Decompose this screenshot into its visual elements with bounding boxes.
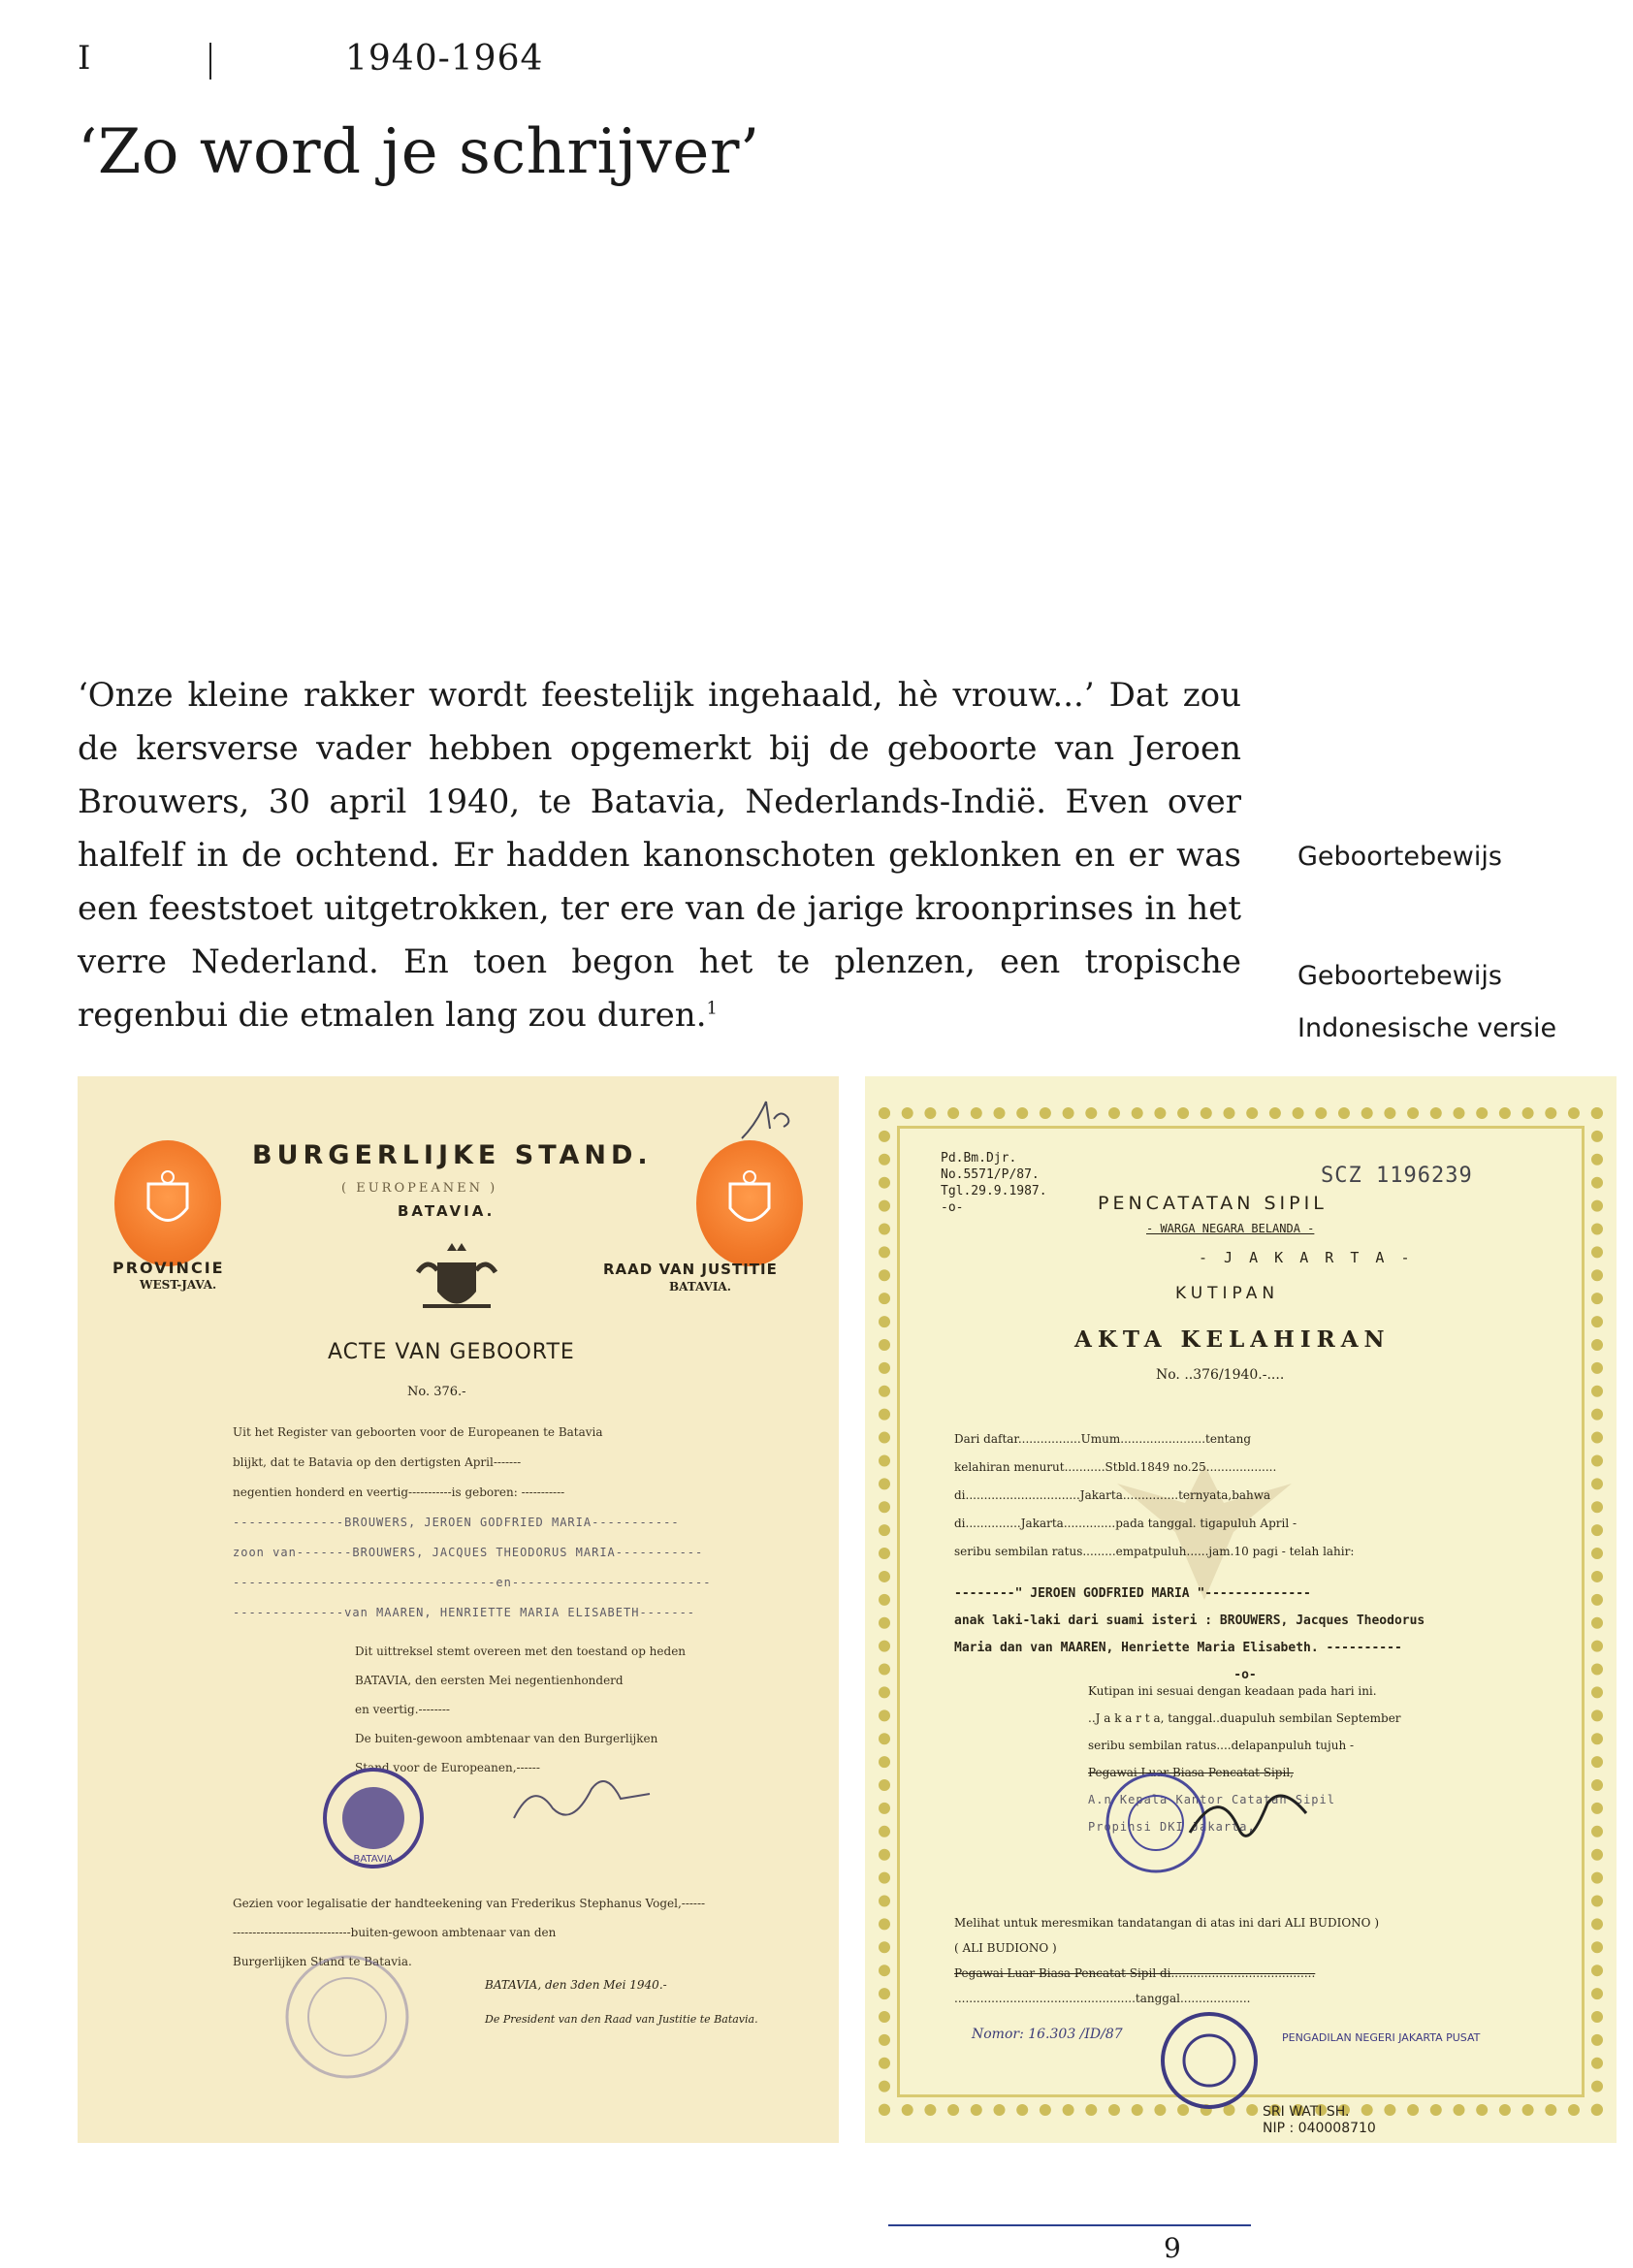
child-and-parents xyxy=(954,1581,1536,1689)
reference-line: -o- xyxy=(941,1200,964,1215)
declaration-line: A.n Kepala Kantor Catatan Sipil xyxy=(1088,1793,1335,1806)
validation-line: .................................................tanggal................... xyxy=(954,1992,1251,2005)
certificate-line: kelahiran menurut...........Stbld.1849 no.25................... xyxy=(954,1460,1277,1474)
reference-line: Tgl.29.9.1987. xyxy=(941,1184,1047,1198)
declaration-line: Kutipan ini sesuai dengan keadaan pada hari ini. xyxy=(1088,1684,1377,1698)
certificate-line: di...............Jakarta..............pada tanggal. tigapuluh April - xyxy=(954,1517,1297,1530)
kutipan-label: KUTIPAN xyxy=(1175,1284,1280,1303)
certificate-body xyxy=(954,1425,1536,1566)
certificate-place: BATAVIA. xyxy=(398,1202,496,1220)
caption-line: Indonesische versie xyxy=(1297,1013,1557,1043)
name-line: -o- xyxy=(1233,1668,1257,1682)
name-line: anak laki-laki dari suami isteri : BROUWERS, Jacques Theodorus xyxy=(954,1613,1425,1628)
court-label: RAAD VAN JUSTITIE xyxy=(603,1261,778,1278)
act-title: ACTE VAN GEBOORTE xyxy=(328,1340,575,1364)
legal-line: ------------------------------buiten-gewoon ambtenaar van den xyxy=(233,1926,557,1939)
header-divider xyxy=(209,43,211,80)
akta-title: AKTA KELAHIRAN xyxy=(1074,1326,1391,1353)
signer-block xyxy=(1263,2104,1376,2137)
declaration-line: seribu sembilan ratus....delapanpuluh tujuh - xyxy=(1088,1739,1355,1752)
seal-text: BATAVIA xyxy=(353,1854,394,1865)
validation-line: ( ALI BUDIONO ) xyxy=(954,1941,1057,1955)
reference-line: No.5571/P/87. xyxy=(941,1167,1040,1182)
validation-block xyxy=(954,1910,1536,2011)
indonesian-birth-certificate-image xyxy=(865,1076,1617,2143)
declaration-line: Propinsi DKI Jakarta, xyxy=(1088,1820,1256,1834)
act-number: No. 376.- xyxy=(407,1385,466,1399)
signer-name: SRI WATI SH. xyxy=(1263,2104,1350,2120)
serial-number: SCZ 1196239 xyxy=(1321,1164,1473,1188)
certificate-title: PENCATATAN SIPIL xyxy=(1098,1193,1328,1214)
declaration-line: Pegawai Luar Biasa Pencatat Sipil, xyxy=(1088,1766,1294,1779)
court-sublabel: BATAVIA. xyxy=(669,1280,731,1294)
certificate-line: Dari daftar.................Umum.......................tentang xyxy=(954,1432,1252,1446)
body-paragraph xyxy=(78,669,1241,1042)
name-line: Maria dan van MAAREN, Henriette Maria Elisabeth. ---------- xyxy=(954,1641,1402,1655)
certificate-line: Uit het Register van geboorten voor de Europeanen te Batavia xyxy=(233,1425,603,1439)
handwritten-number: Nomor: 16.303 /ID/87 xyxy=(972,2027,1123,2042)
footer-rule xyxy=(888,2224,1251,2226)
certificate-line: --------------BROUWERS, JEROEN GODFRIED MARIA----------- xyxy=(233,1516,680,1529)
president-line: De President van den Raad van Justitie te Batavia. xyxy=(485,2013,758,2026)
chapter-years: 1940-1964 xyxy=(345,39,544,79)
certificate-city: - J A K A R T A - xyxy=(1199,1249,1414,1266)
extract-line: De buiten-gewoon ambtenaar van den Burgerlijken xyxy=(355,1732,658,1745)
orange-tax-stamp-right xyxy=(696,1140,803,1266)
running-header xyxy=(78,39,756,87)
signer-nip: NIP : 040008710 xyxy=(1263,2121,1376,2136)
certificate-line: seribu sembilan ratus.........empatpuluh......jam.10 pagi - telah lahir: xyxy=(954,1545,1355,1558)
certificate-line: blijkt, dat te Batavia op den dertigsten April------- xyxy=(233,1455,522,1469)
certificate-body xyxy=(233,1418,815,1628)
caption-birth-certificate: Geboortebewijs xyxy=(1297,842,1502,872)
legalisation-date: BATAVIA, den 3den Mei 1940.- xyxy=(485,1978,667,1992)
province-sublabel: WEST-JAVA. xyxy=(140,1278,217,1292)
certificate-line: --------------van MAAREN, HENRIETTE MARIA ELISABETH------- xyxy=(233,1606,696,1619)
court-name: PENGADILAN NEGERI JAKARTA PUSAT xyxy=(1282,2031,1481,2044)
validation-line: Melihat untuk meresmikan tandatangan di atas ini dari ALI BUDIONO ) xyxy=(954,1916,1379,1930)
certificate-line: di...............................Jakarta...............ternyata,bahwa xyxy=(954,1488,1271,1502)
province-label: PROVINCIE xyxy=(112,1259,225,1277)
certificate-line: ---------------------------------en------------------------- xyxy=(233,1576,712,1589)
footnote-ref[interactable]: 1 xyxy=(706,998,718,1019)
reference-block xyxy=(941,1150,1047,1216)
certificate-subtitle: - WARGA NEGARA BELANDA - xyxy=(1146,1222,1315,1235)
extract-line: Stand voor de Europeanen,------ xyxy=(355,1761,540,1774)
validation-line: Pegawai Luar Biasa Pencatat Sipil di....................................... xyxy=(954,1966,1316,1980)
certificate-subtitle: ( EUROPEANEN ) xyxy=(341,1181,498,1196)
chapter-title: ‘Zo word je schrijver’ xyxy=(78,116,760,188)
reference-line: Pd.Bm.Djr. xyxy=(941,1151,1017,1166)
chapter-number: I xyxy=(78,39,91,78)
caption-line: Geboortebewijs xyxy=(1297,961,1502,991)
extract-line: en veertig.-------- xyxy=(355,1703,450,1716)
declaration-line: ..J a k a r t a, tanggal..duapuluh sembilan September xyxy=(1088,1711,1401,1725)
legal-line: Burgerlijken Stand te Batavia. xyxy=(233,1955,412,1968)
caption-indonesian-version xyxy=(1297,950,1556,1055)
dutch-birth-certificate-image xyxy=(78,1076,839,2143)
certificate-line: negentien honderd en veertig-----------is geboren: ----------- xyxy=(233,1485,565,1499)
name-line: --------" JEROEN GODFRIED MARIA "-------------- xyxy=(954,1586,1311,1601)
certificate-title: BURGERLIJKE STAND. xyxy=(252,1140,653,1170)
faint-court-seal xyxy=(279,1949,415,2089)
certificate-line: zoon van-------BROUWERS, JACQUES THEODORUS MARIA----------- xyxy=(233,1546,704,1559)
purple-seal-stamp xyxy=(320,1765,427,1875)
civil-registry-seal xyxy=(1103,1765,1316,1885)
extract-line: BATAVIA, den eersten Mei negentienhonderd xyxy=(355,1674,624,1687)
page-number: 9 xyxy=(1164,2232,1181,2264)
legal-line: Gezien voor legalisatie der handteekening van Frederikus Stephanus Vogel,------ xyxy=(233,1897,706,1910)
handwritten-signature xyxy=(504,1760,659,1841)
akta-number: No. ..376/1940.-.... xyxy=(1156,1367,1285,1383)
body-text: ‘Onze kleine rakker wordt feestelijk ingehaald, hè vrouw...’ Dat zou de kersverse vader hebben opgemerkt bij de geboorte van Jeroen Brouwers, 30 april 1940, te Batavia, Nederlands-Indië. Even over halfelf in de ochtend. Er hadden kanonschoten geklonken en er was een feeststoet uitgetrokken, ter ere van de jarige kroonprinses in het verre Nederland. En toen begon het te plenzen, een tropische regenbui die etmalen lang zou duren. xyxy=(78,676,1241,1035)
orange-tax-stamp-left xyxy=(114,1140,221,1266)
coat-of-arms-icon xyxy=(403,1243,510,1325)
extract-line: Dit uittreksel stemt overeen met den toestand op heden xyxy=(355,1645,687,1658)
